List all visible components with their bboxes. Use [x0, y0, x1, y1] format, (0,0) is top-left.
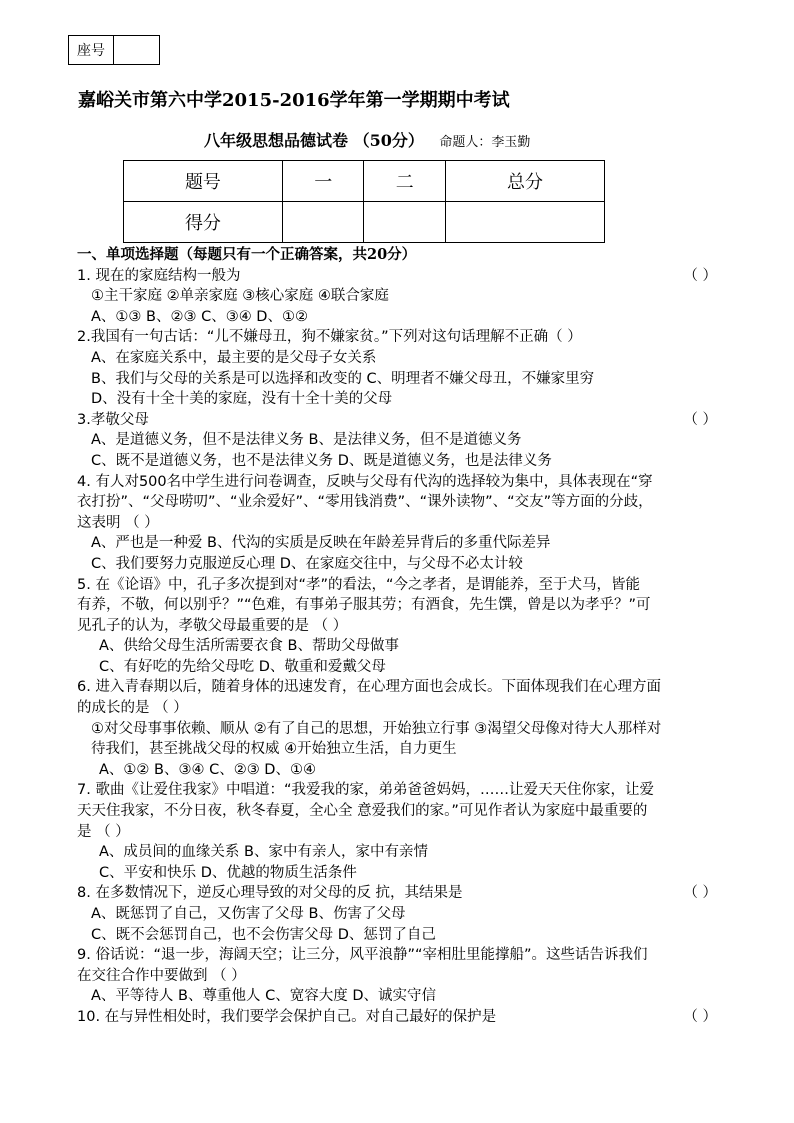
question-text: 3.孝敬父母 — [77, 411, 149, 428]
question-text: 的成长的是 （ ） — [77, 700, 188, 717]
question-text: 2.我国有一句古话：“儿不嫌母丑，狗不嫌家贫。”下列对这句话理解不正确（ ） — [77, 329, 582, 346]
question-content — [77, 245, 717, 1028]
question-text: 衣打扮”、“父母唠叨”、“业余爱好”、“零用钱消费”、“课外读物”、“交友”等方面的分歧， — [77, 494, 653, 511]
seat-number-value[interactable] — [114, 36, 159, 64]
question-text: C、既不会惩罚自己，也不会伤害父母 D、惩罚了自己 — [91, 926, 436, 943]
score-cell: 二 — [364, 161, 446, 202]
question-line — [77, 595, 717, 616]
score-cell: 题号 — [124, 161, 283, 202]
question-text: A、成员间的血缘关系 B、家中有亲人，家中有亲情 — [99, 844, 428, 861]
question-line — [77, 925, 717, 946]
question-text: 8. 在多数情况下，逆反心理导致的对父母的反 抗，其结果是 — [77, 885, 463, 902]
question-line — [77, 760, 717, 781]
seat-number-box — [68, 35, 160, 65]
answer-bracket[interactable]: （ ） — [683, 411, 717, 428]
question-text: C、既不是道德义务，也不是法律义务 D、既是道德义务，也是法律义务 — [91, 452, 552, 469]
section-heading: 一、单项选择题（每题只有一个正确答案，共20分） — [77, 246, 417, 263]
question-line — [77, 430, 717, 451]
question-line — [77, 822, 717, 843]
question-text: A、是道德义务，但不是法律义务 B、是法律义务，但不是道德义务 — [91, 432, 522, 449]
question-text: A、既惩罚了自己，又伤害了父母 B、伤害了父母 — [91, 906, 406, 922]
question-text: D、没有十全十美的家庭，没有十全十美的父母 — [91, 391, 393, 408]
question-text: 天天住我家，不分日夜，秋冬春夏，全心全 意爱我们的家。”可见作者认为家庭中最重要的 — [77, 803, 648, 820]
question-text: 见孔子的认为，孝敬父母最重要的是 （ ） — [77, 617, 348, 634]
question-line — [77, 945, 717, 966]
question-text: 1. 现在的家庭结构一般为 — [77, 267, 241, 284]
question-text: 7. 歌曲《让爱住我家》中唱道：“我爱我的家，弟弟爸爸妈妈，……让爱天天住你家，让爱 — [77, 782, 654, 799]
question-line — [77, 863, 717, 884]
question-line — [77, 410, 717, 431]
question-line — [77, 266, 717, 287]
question-line — [77, 389, 717, 410]
question-line — [77, 348, 717, 369]
question-line — [77, 739, 717, 760]
question-text: C、有好吃的先给父母吃 D、敬重和爱戴父母 — [99, 658, 386, 675]
answer-bracket[interactable]: （ ） — [683, 267, 717, 284]
seat-number-label: 座号 — [69, 36, 114, 64]
question-text: A、①② B、③④ C、②③ D、①④ — [99, 761, 316, 778]
score-table-header-row — [124, 161, 605, 202]
question-text: 是 （ ） — [77, 823, 130, 840]
score-entry-cell[interactable] — [282, 202, 364, 243]
score-cell: 得分 — [124, 202, 283, 243]
paper-name: 八年级思想品德试卷 （50分） — [204, 131, 424, 150]
question-line — [77, 698, 717, 719]
question-line — [77, 966, 717, 987]
question-text: B、我们与父母的关系是可以选择和改变的 C、明理者不嫌父母丑，不嫌家里穷 — [91, 370, 595, 387]
question-line — [77, 554, 717, 575]
question-text: A、①③ B、②③ C、③④ D、①② — [91, 308, 308, 325]
answer-bracket[interactable]: （ ） — [683, 1008, 717, 1025]
question-text: 4. 有人对500名中学生进行问卷调查，反映与父母有代沟的选择较为集中，具体表现在“穿 — [77, 473, 653, 490]
question-line — [77, 904, 717, 925]
question-text: 10. 在与异性相处时，我们要学会保护自己。对自己最好的保护是 — [77, 1008, 497, 1025]
question-text: A、在家庭关系中，最主要的是父母子女关系 — [91, 349, 377, 366]
question-line — [77, 327, 717, 348]
question-text: A、严也是一种爱 B、代沟的实质是反映在年龄差异背后的多重代际差异 — [91, 535, 551, 552]
score-entry-cell[interactable] — [364, 202, 446, 243]
question-line — [77, 1007, 717, 1028]
question-text: 5. 在《论语》中，孔子多次提到对“孝”的看法，“今之孝者，是谓能养，至于犬马，皆能 — [77, 576, 640, 593]
question-text: A、平等待人 B、尊重他人 C、宽容大度 D、诚实守信 — [91, 988, 436, 1005]
exam-title: 嘉峪关市第六中学2015-2016学年第一学期期中考试 — [78, 90, 510, 111]
question-line — [77, 801, 717, 822]
question-text: 有养，不敬，何以别乎？”“色难，有事弟子服其劳；有酒食，先生馔，曾是以为孝乎？”可 — [77, 597, 651, 614]
score-table — [123, 160, 605, 243]
question-line — [77, 883, 717, 904]
score-entry-cell[interactable] — [446, 202, 605, 243]
answer-bracket[interactable]: （ ） — [683, 885, 717, 902]
question-text: 6. 进入青春期以后，随着身体的迅速发育，在心理方面也会成长。下面体现我们在心理方面 — [77, 679, 661, 696]
question-text: C、我们要努力克服逆反心理 D、在家庭交往中，与父母不必太计较 — [91, 555, 523, 572]
question-line — [77, 677, 717, 698]
score-cell: 总分 — [446, 161, 605, 202]
question-line — [77, 307, 717, 328]
question-line — [77, 719, 717, 740]
question-setter: 命题人：李玉勤 — [439, 135, 531, 150]
question-line — [77, 780, 717, 801]
question-line — [77, 657, 717, 678]
question-line — [77, 286, 717, 307]
question-line — [77, 472, 717, 493]
question-text: C、平安和快乐 D、优越的物质生活条件 — [99, 864, 357, 881]
question-text: 在交往合作中要做到 （ ） — [77, 967, 246, 984]
question-line — [77, 986, 717, 1007]
score-table-score-row — [124, 202, 605, 243]
question-text: ①主干家庭 ②单亲家庭 ③核心家庭 ④联合家庭 — [91, 288, 389, 305]
question-line — [77, 513, 717, 534]
question-line — [77, 492, 717, 513]
question-text: A、供给父母生活所需要衣食 B、帮助父母做事 — [99, 638, 399, 655]
question-text: 9. 俗话说：“退一步，海阔天空；让三分，风平浪静”“宰相肚里能撑船”。这些话告诉我们 — [77, 947, 648, 964]
question-text: ①对父母事事依赖、顺从 ②有了自己的思想，开始独立行事 ③渴望父母像对待大人那样对 — [91, 720, 662, 737]
score-cell: 一 — [282, 161, 364, 202]
question-line — [77, 616, 717, 637]
question-line — [77, 636, 717, 657]
question-line — [77, 842, 717, 863]
question-text: 这表明 （ ） — [77, 514, 159, 531]
question-line — [77, 451, 717, 472]
exam-subtitle — [204, 128, 530, 151]
question-line — [77, 533, 717, 554]
question-text: 待我们，甚至挑战父母的权威 ④开始独立生活，自力更生 — [91, 741, 457, 758]
question-line — [77, 575, 717, 596]
question-line — [77, 369, 717, 390]
